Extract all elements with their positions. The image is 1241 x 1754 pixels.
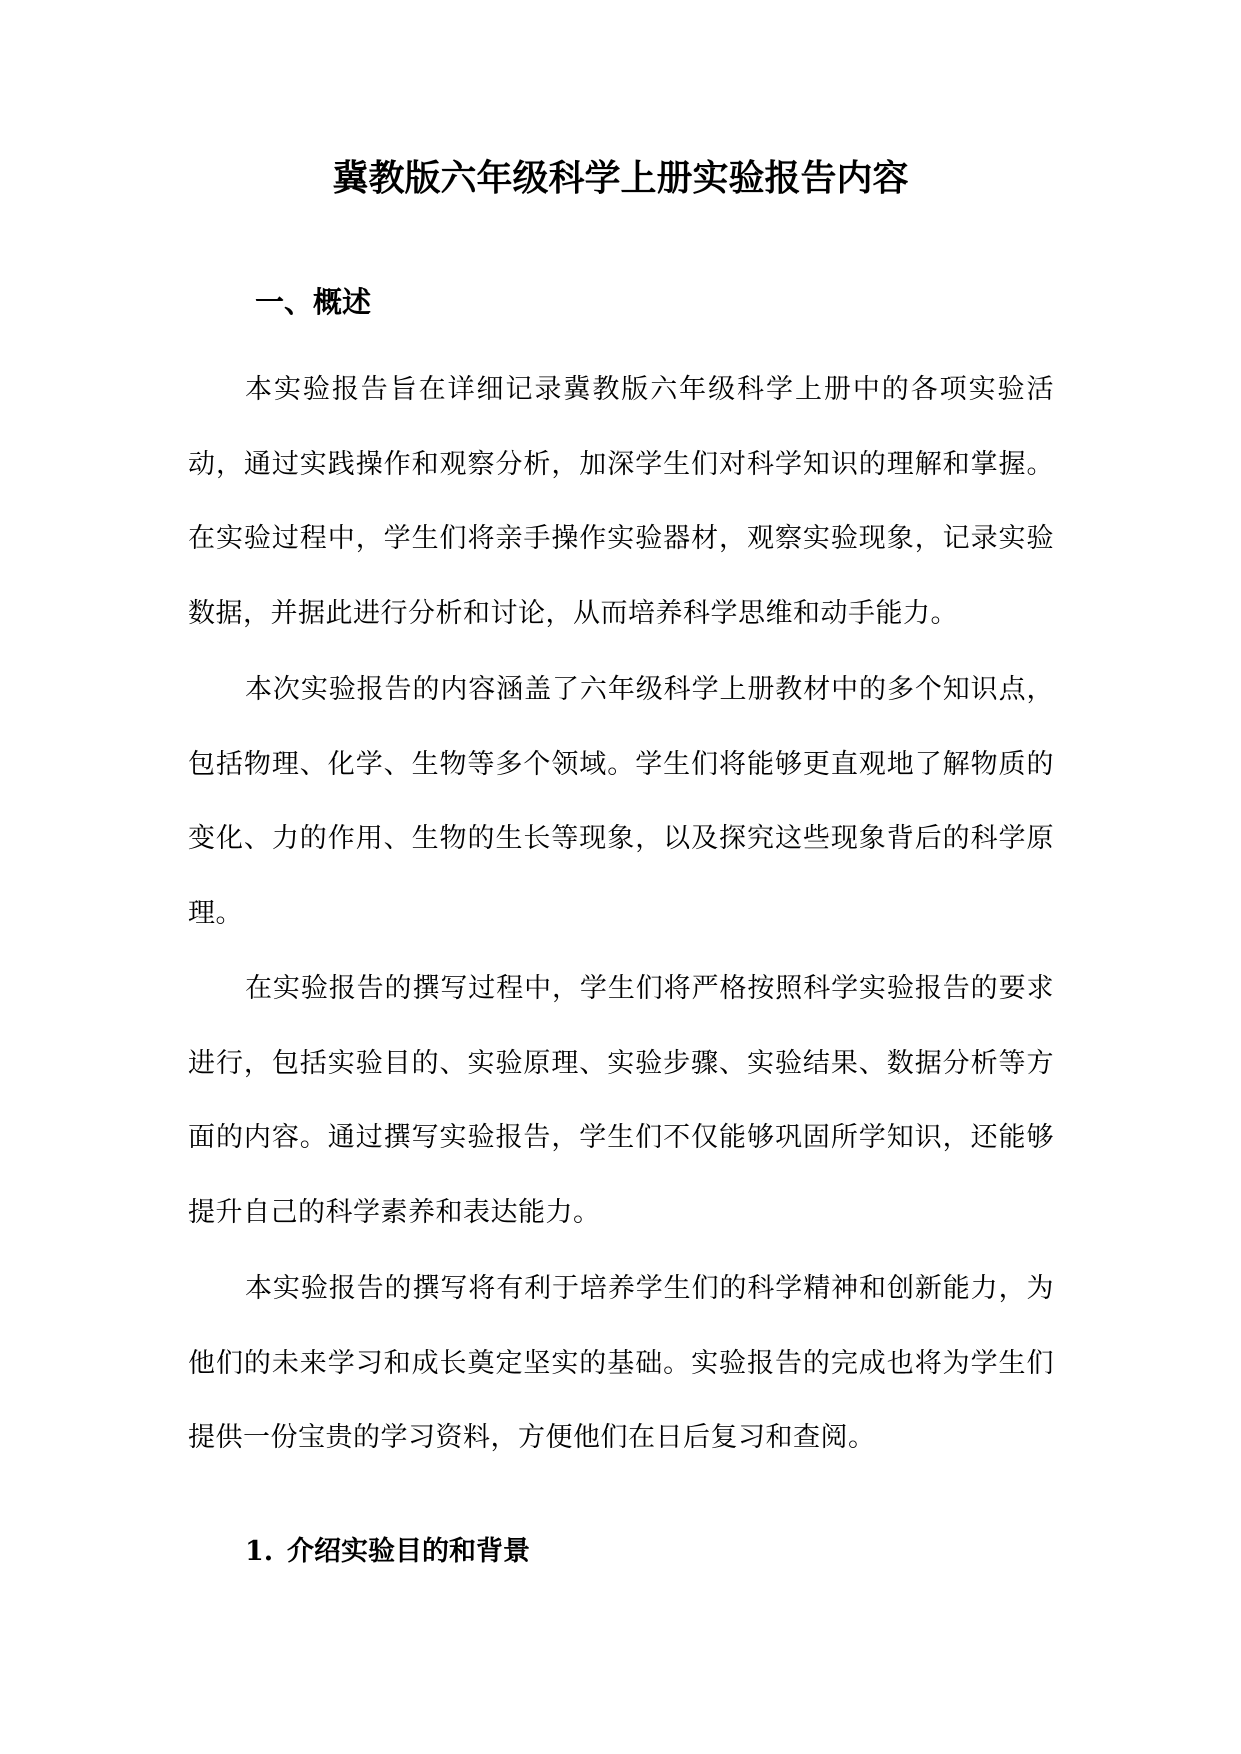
subsection-number: 1. — [245, 1536, 274, 1567]
paragraph: 本实验报告旨在详细记录冀教版六年级科学上册中的各项实验活动，通过实践操作和观察分析，加深学生们对科学知识的理解和掌握。在实验过程中，学生们将亲手操作实验器材，观察实验现象，记录实验数据，并据此进行分析和讨论，从而培养科学思维和动手能力。 — [188, 374, 1054, 629]
section-heading-overview: 一、概述 — [255, 285, 372, 319]
subsection-label: 介绍实验目的和背景 — [287, 1536, 530, 1567]
paragraph: 本次实验报告的内容涵盖了六年级科学上册教材中的多个知识点，包括物理、化学、生物等多个领域。学生们将能够更直观地了解物质的变化、力的作用、生物的生长等现象，以及探究这些现象背后的科学原理。 — [188, 674, 1054, 929]
document-title: 冀教版六年级科学上册实验报告内容 — [332, 157, 909, 199]
paragraph: 本实验报告的撰写将有利于培养学生们的科学精神和创新能力，为他们的未来学习和成长奠定坚实的基础。实验报告的完成也将为学生们提供一份宝贵的学习资料，方便他们在日后复习和查阅。 — [188, 1273, 1054, 1453]
paragraph: 在实验报告的撰写过程中，学生们将严格按照科学实验报告的要求进行，包括实验目的、实验原理、实验步骤、实验结果、数据分析等方面的内容。通过撰写实验报告，学生们不仅能够巩固所学知识，还能够提升自己的科学素养和表达能力。 — [188, 973, 1054, 1228]
subsection-heading — [245, 1530, 530, 1574]
